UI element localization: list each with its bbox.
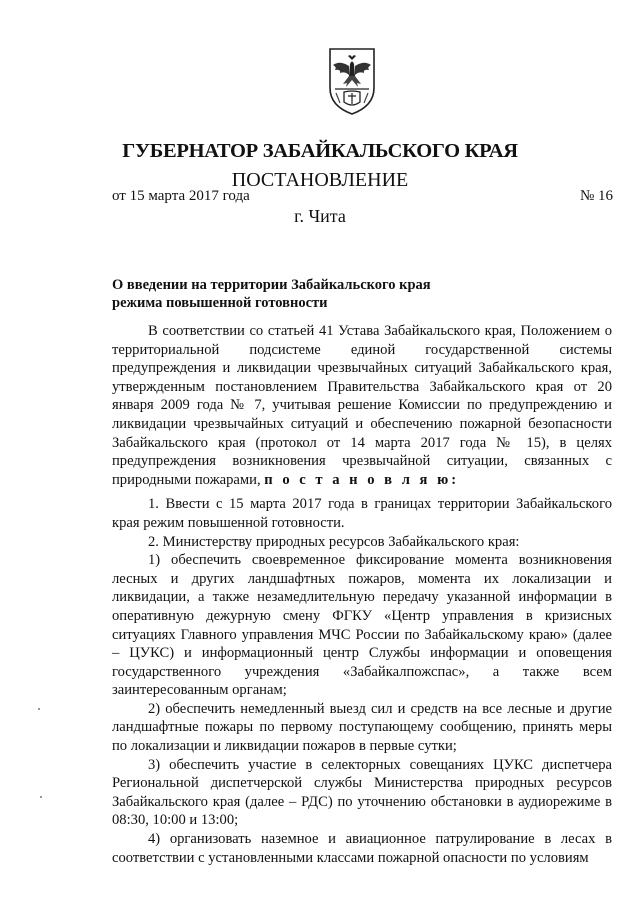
document-date: от 15 марта 2017 года <box>112 188 250 204</box>
subparagraph-4: 4) организовать наземное и авиационное патрулирование в лесах в соответствии с установленными классами пожарной опасности по условиям <box>112 831 612 866</box>
subparagraph-2: 2) обеспечить немедленный выезд сил и средств на все лесные и другие ландшафтные пожары по первому поступающему сообщению, принять меры по локализации и ликвидации пожаров в первые сутки; <box>112 700 612 755</box>
title-line-1: О введении на территории Забайкальского края <box>112 277 431 293</box>
document-type: ПОСТАНОВЛЕНИЕ <box>231 169 409 191</box>
paragraph-2: 2. Министерству природных ресурсов Забайкальского края: <box>148 533 520 550</box>
scan-speck <box>38 708 40 710</box>
document-city: г. Чита <box>294 206 346 226</box>
decree-word: п о с т а н о в л я ю: <box>264 471 460 488</box>
document-title <box>112 276 532 312</box>
preamble-text: В соответствии со статьей 41 Устава Забайкальского края, Положением о территориальной подсистеме единой государственной системы предупреждения и ликвидации чрезвычайных ситуаций Забайкальского края, утвержденным постановлением Правительства Забайкальского края от 20 января 2009 года № 7, учитывая решение Комиссии по предупреждению и ликвидации чрезвычайных ситуаций и обеспечению пожарной безопасности Забайкальского края (протокол от 14 марта 2017 года № 15), в целях предупреждения возникновения чрезвычайной ситуации, связанных с природными пожарами, <box>112 323 612 488</box>
preamble-paragraph <box>112 322 612 489</box>
document-number: № 16 <box>579 188 613 204</box>
subparagraph-3: 3) обеспечить участие в селекторных совещаниях ЦУКС диспетчера Региональной диспетчерской службы Министерства природных ресурсов Забайкальского края (далее – РДС) по уточнению обстановки в аудиорежиме в 08:30, 10:00 и 13:00; <box>112 756 612 829</box>
title-line-2: режима повышенной готовности <box>112 295 328 311</box>
subparagraph-1: 1) обеспечить своевременное фиксирование момента возникновения лесных и других ландшафтных пожаров, момента их локализации и ликвидации, а также незамедлительную передачу указанной информации в оперативную дежурную смену ФГКУ «Центр управления в кризисных ситуациях Главного управления МЧС России по Забайкальскому краю» (далее – ЦУКС) и информационный центр Службы информации и оповещения государственного учреждения «Забайкалпожспас», а также всем заинтересованным органам; <box>112 552 612 699</box>
coat-of-arms-icon <box>326 46 378 116</box>
document-body <box>112 322 612 867</box>
issuing-authority: ГУБЕРНАТОР ЗАБАЙКАЛЬСКОГО КРАЯ <box>122 140 518 162</box>
scan-speck <box>40 796 42 798</box>
paragraph-1: 1. Ввести с 15 марта 2017 года в границах территории Забайкальского края режим повышенной готовности. <box>112 496 612 531</box>
